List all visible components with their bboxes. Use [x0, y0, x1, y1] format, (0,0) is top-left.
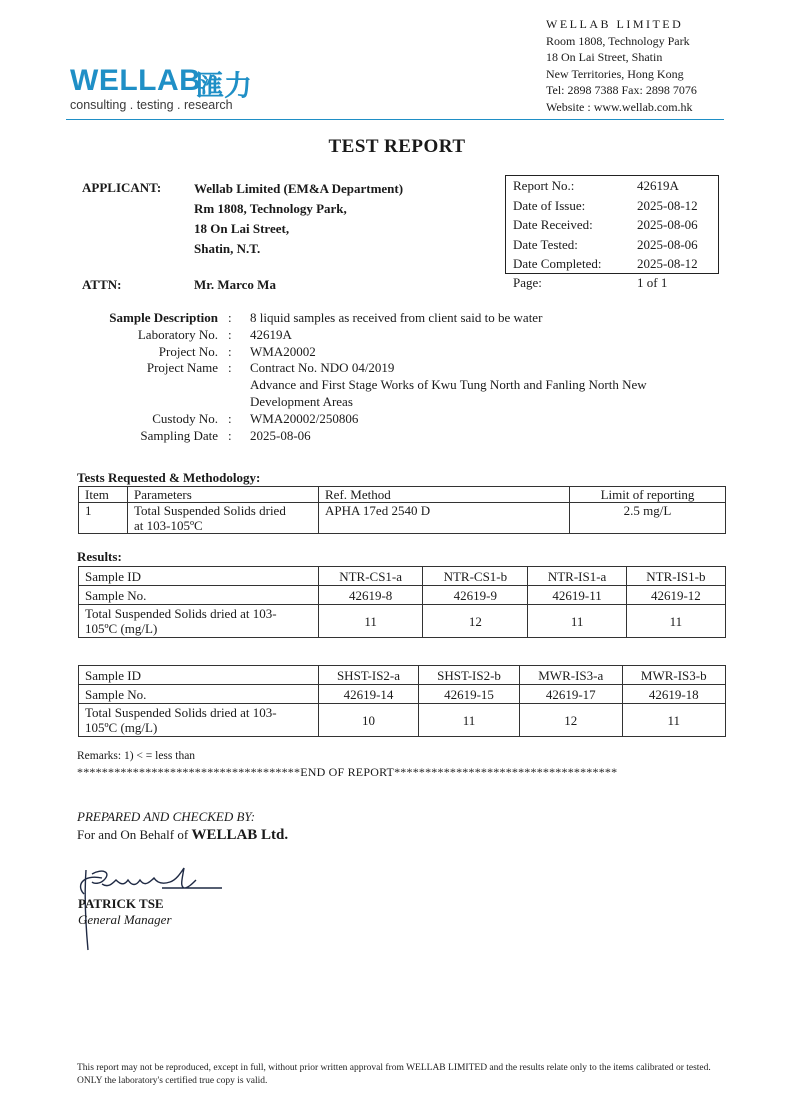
behalf-prefix: For and On Behalf of	[77, 827, 192, 842]
methodology-heading: Tests Requested & Methodology:	[77, 470, 261, 485]
header-item: Item	[79, 487, 128, 503]
logo-tagline: consulting . testing . research	[70, 98, 233, 112]
tss-value-cell: 12	[520, 704, 623, 737]
sample-description-values	[250, 310, 720, 444]
method-ref: APHA 17ed 2540 D	[319, 503, 570, 534]
tss-value-cell: 11	[626, 605, 725, 638]
tss-value-cell: 11	[319, 605, 423, 638]
sample-id-cell: MWR-IS3-a	[520, 666, 623, 685]
on-behalf-line	[77, 827, 288, 844]
tss-value-cell: 11	[419, 704, 520, 737]
attn-label: ATTN:	[82, 277, 122, 292]
colon: :	[228, 326, 232, 342]
applicant-line: Wellab Limited (EM&A Department)	[194, 181, 404, 196]
prepared-by-heading: PREPARED AND CHECKED BY:	[77, 809, 256, 824]
sample-id-row	[79, 567, 726, 586]
method-limit: 2.5 mg/L	[570, 503, 726, 534]
info-label: Date of Issue:	[513, 197, 586, 213]
attn-name: Mr. Marco Ma	[194, 277, 276, 292]
info-label: Date Received:	[513, 217, 593, 232]
sample-no-row	[79, 586, 726, 605]
methodology-header-row	[79, 487, 726, 503]
colon-spacer	[228, 394, 232, 411]
applicant-line: 18 On Lai Street,	[194, 221, 290, 236]
sample-description-label: Sample Description	[109, 310, 218, 325]
row-label: Sample No.	[79, 685, 319, 704]
tss-label-line1: Total Suspended Solids dried at 103-	[85, 606, 277, 621]
header-limit: Limit of reporting	[570, 487, 726, 503]
sample-id-cell: SHST-IS2-b	[419, 666, 520, 685]
blank-label	[80, 394, 218, 411]
tss-value-cell: 10	[319, 704, 419, 737]
blank-label	[80, 377, 218, 394]
sample-no-cell: 42619-15	[419, 685, 520, 704]
colon: :	[228, 410, 232, 426]
contact-phone-fax: Tel: 2898 7388 Fax: 2898 7076	[546, 83, 697, 97]
custody-no-label: Custody No.	[152, 410, 218, 426]
sample-no-cell: 42619-18	[622, 685, 725, 704]
header-parameters: Parameters	[128, 487, 319, 503]
tss-label-line1: Total Suspended Solids dried at 103-	[85, 705, 277, 720]
address-line: New Territories, Hong Kong	[546, 66, 684, 81]
info-value: 42619A	[637, 178, 679, 193]
tss-label-line2: 105ºC (mg/L)	[85, 621, 158, 636]
tss-value-cell: 11	[622, 704, 725, 737]
end-of-report-line: ************************************END OF REPORT************************************	[77, 765, 618, 779]
info-label: Date Completed:	[513, 256, 602, 271]
sampling-date-label: Sampling Date	[140, 427, 218, 443]
tss-row	[79, 704, 726, 737]
sample-id-cell: SHST-IS2-a	[319, 666, 419, 685]
project-name-label: Project Name	[146, 360, 218, 376]
sample-no-cell: 42619-9	[423, 586, 528, 605]
project-name-value: Contract No. NDO 04/2019	[250, 360, 395, 376]
sample-description-colons	[228, 310, 232, 444]
results-heading: Results:	[77, 549, 122, 564]
logo-chinese-characters: 匯力	[196, 69, 253, 102]
logo-wordmark: WELLAB	[70, 64, 202, 97]
remarks: Remarks: 1) < = less than	[77, 750, 196, 762]
footer-disclaimer: This report may not be reproduced, except in full, without prior written approval from WELLAB LIMITED and the results relate only to the items calibrated or tested. ONLY the laboratory's certified true copy is valid.	[77, 1063, 711, 1086]
info-value: 2025-08-12	[637, 256, 698, 271]
project-name-value-line2: Advance and First Stage Works of Kwu Tung North and Fanling North New	[250, 377, 647, 393]
sample-no-cell: 42619-12	[626, 586, 725, 605]
colon: :	[228, 343, 232, 359]
address-line: 18 On Lai Street, Shatin	[546, 50, 663, 64]
sample-no-cell: 42619-11	[528, 586, 626, 605]
header-ref-method: Ref. Method	[319, 487, 570, 503]
project-no-value: WMA20002	[250, 343, 316, 359]
sample-no-cell: 42619-8	[319, 586, 423, 605]
header-divider	[66, 119, 724, 120]
sample-no-row	[79, 685, 726, 704]
tss-row	[79, 605, 726, 638]
custody-no-value: WMA20002/250806	[250, 410, 359, 426]
method-parameter-line1: Total Suspended Solids dried	[134, 503, 286, 518]
method-item: 1	[79, 503, 128, 534]
behalf-company: WELLAB Ltd.	[191, 827, 289, 843]
info-value: 2025-08-06	[637, 236, 698, 252]
sample-id-cell: NTR-IS1-a	[528, 567, 626, 586]
colon-spacer	[228, 377, 232, 394]
applicant-line: Rm 1808, Technology Park,	[194, 201, 347, 216]
row-label	[79, 605, 319, 638]
contact-website: Website : www.wellab.com.hk	[546, 99, 693, 114]
methodology-row	[79, 503, 726, 534]
address-line: Room 1808, Technology Park	[546, 33, 690, 48]
info-label: Date Tested:	[513, 236, 578, 252]
signer-name: PATRICK TSE	[78, 896, 164, 911]
project-no-label: Project No.	[158, 343, 218, 359]
tss-value-cell: 12	[423, 605, 528, 638]
colon: :	[228, 360, 232, 376]
sample-no-cell: 42619-14	[319, 685, 419, 704]
report-title: TEST REPORT	[328, 136, 466, 157]
sample-id-cell: MWR-IS3-b	[622, 666, 725, 685]
sampling-date-value: 2025-08-06	[250, 427, 311, 443]
info-value: 2025-08-06	[637, 217, 698, 232]
info-label: Report No.:	[513, 178, 575, 193]
results-table-1	[78, 566, 726, 638]
sample-id-cell: NTR-CS1-b	[423, 567, 528, 586]
address-company-name: WELLAB LIMITED	[546, 17, 684, 31]
applicant-line: Shatin, N.T.	[194, 241, 261, 256]
info-value: 2025-08-12	[637, 197, 698, 213]
applicant-address	[194, 179, 403, 259]
row-label: Sample No.	[79, 586, 319, 605]
laboratory-no-label: Laboratory No.	[137, 326, 218, 342]
sample-id-cell: NTR-CS1-a	[319, 567, 423, 586]
tss-label-line2: 105ºC (mg/L)	[85, 720, 158, 735]
applicant-label: APPLICANT:	[82, 180, 162, 195]
company-address-block	[546, 16, 697, 115]
page-value: 1 of 1	[637, 275, 668, 290]
sample-id-row	[79, 666, 726, 685]
sample-no-cell: 42619-17	[520, 685, 623, 704]
sample-description-value: 8 liquid samples as received from client said to be water	[250, 310, 543, 325]
row-label: Sample ID	[79, 567, 319, 586]
tss-value-cell: 11	[528, 605, 626, 638]
project-name-value-line3: Development Areas	[250, 393, 353, 409]
colon: :	[228, 427, 232, 443]
method-parameter	[128, 503, 319, 534]
signer-title: General Manager	[78, 912, 172, 927]
sample-id-cell: NTR-IS1-b	[626, 567, 725, 586]
row-label: Sample ID	[79, 666, 319, 685]
sample-description-labels	[80, 310, 218, 444]
colon: :	[228, 310, 232, 325]
row-label	[79, 704, 319, 737]
methodology-table	[78, 486, 726, 534]
results-table-2	[78, 665, 726, 737]
page-label: Page:	[513, 275, 542, 290]
laboratory-no-value: 42619A	[250, 326, 292, 342]
method-parameter-line2: at 103-105ºC	[134, 518, 203, 533]
